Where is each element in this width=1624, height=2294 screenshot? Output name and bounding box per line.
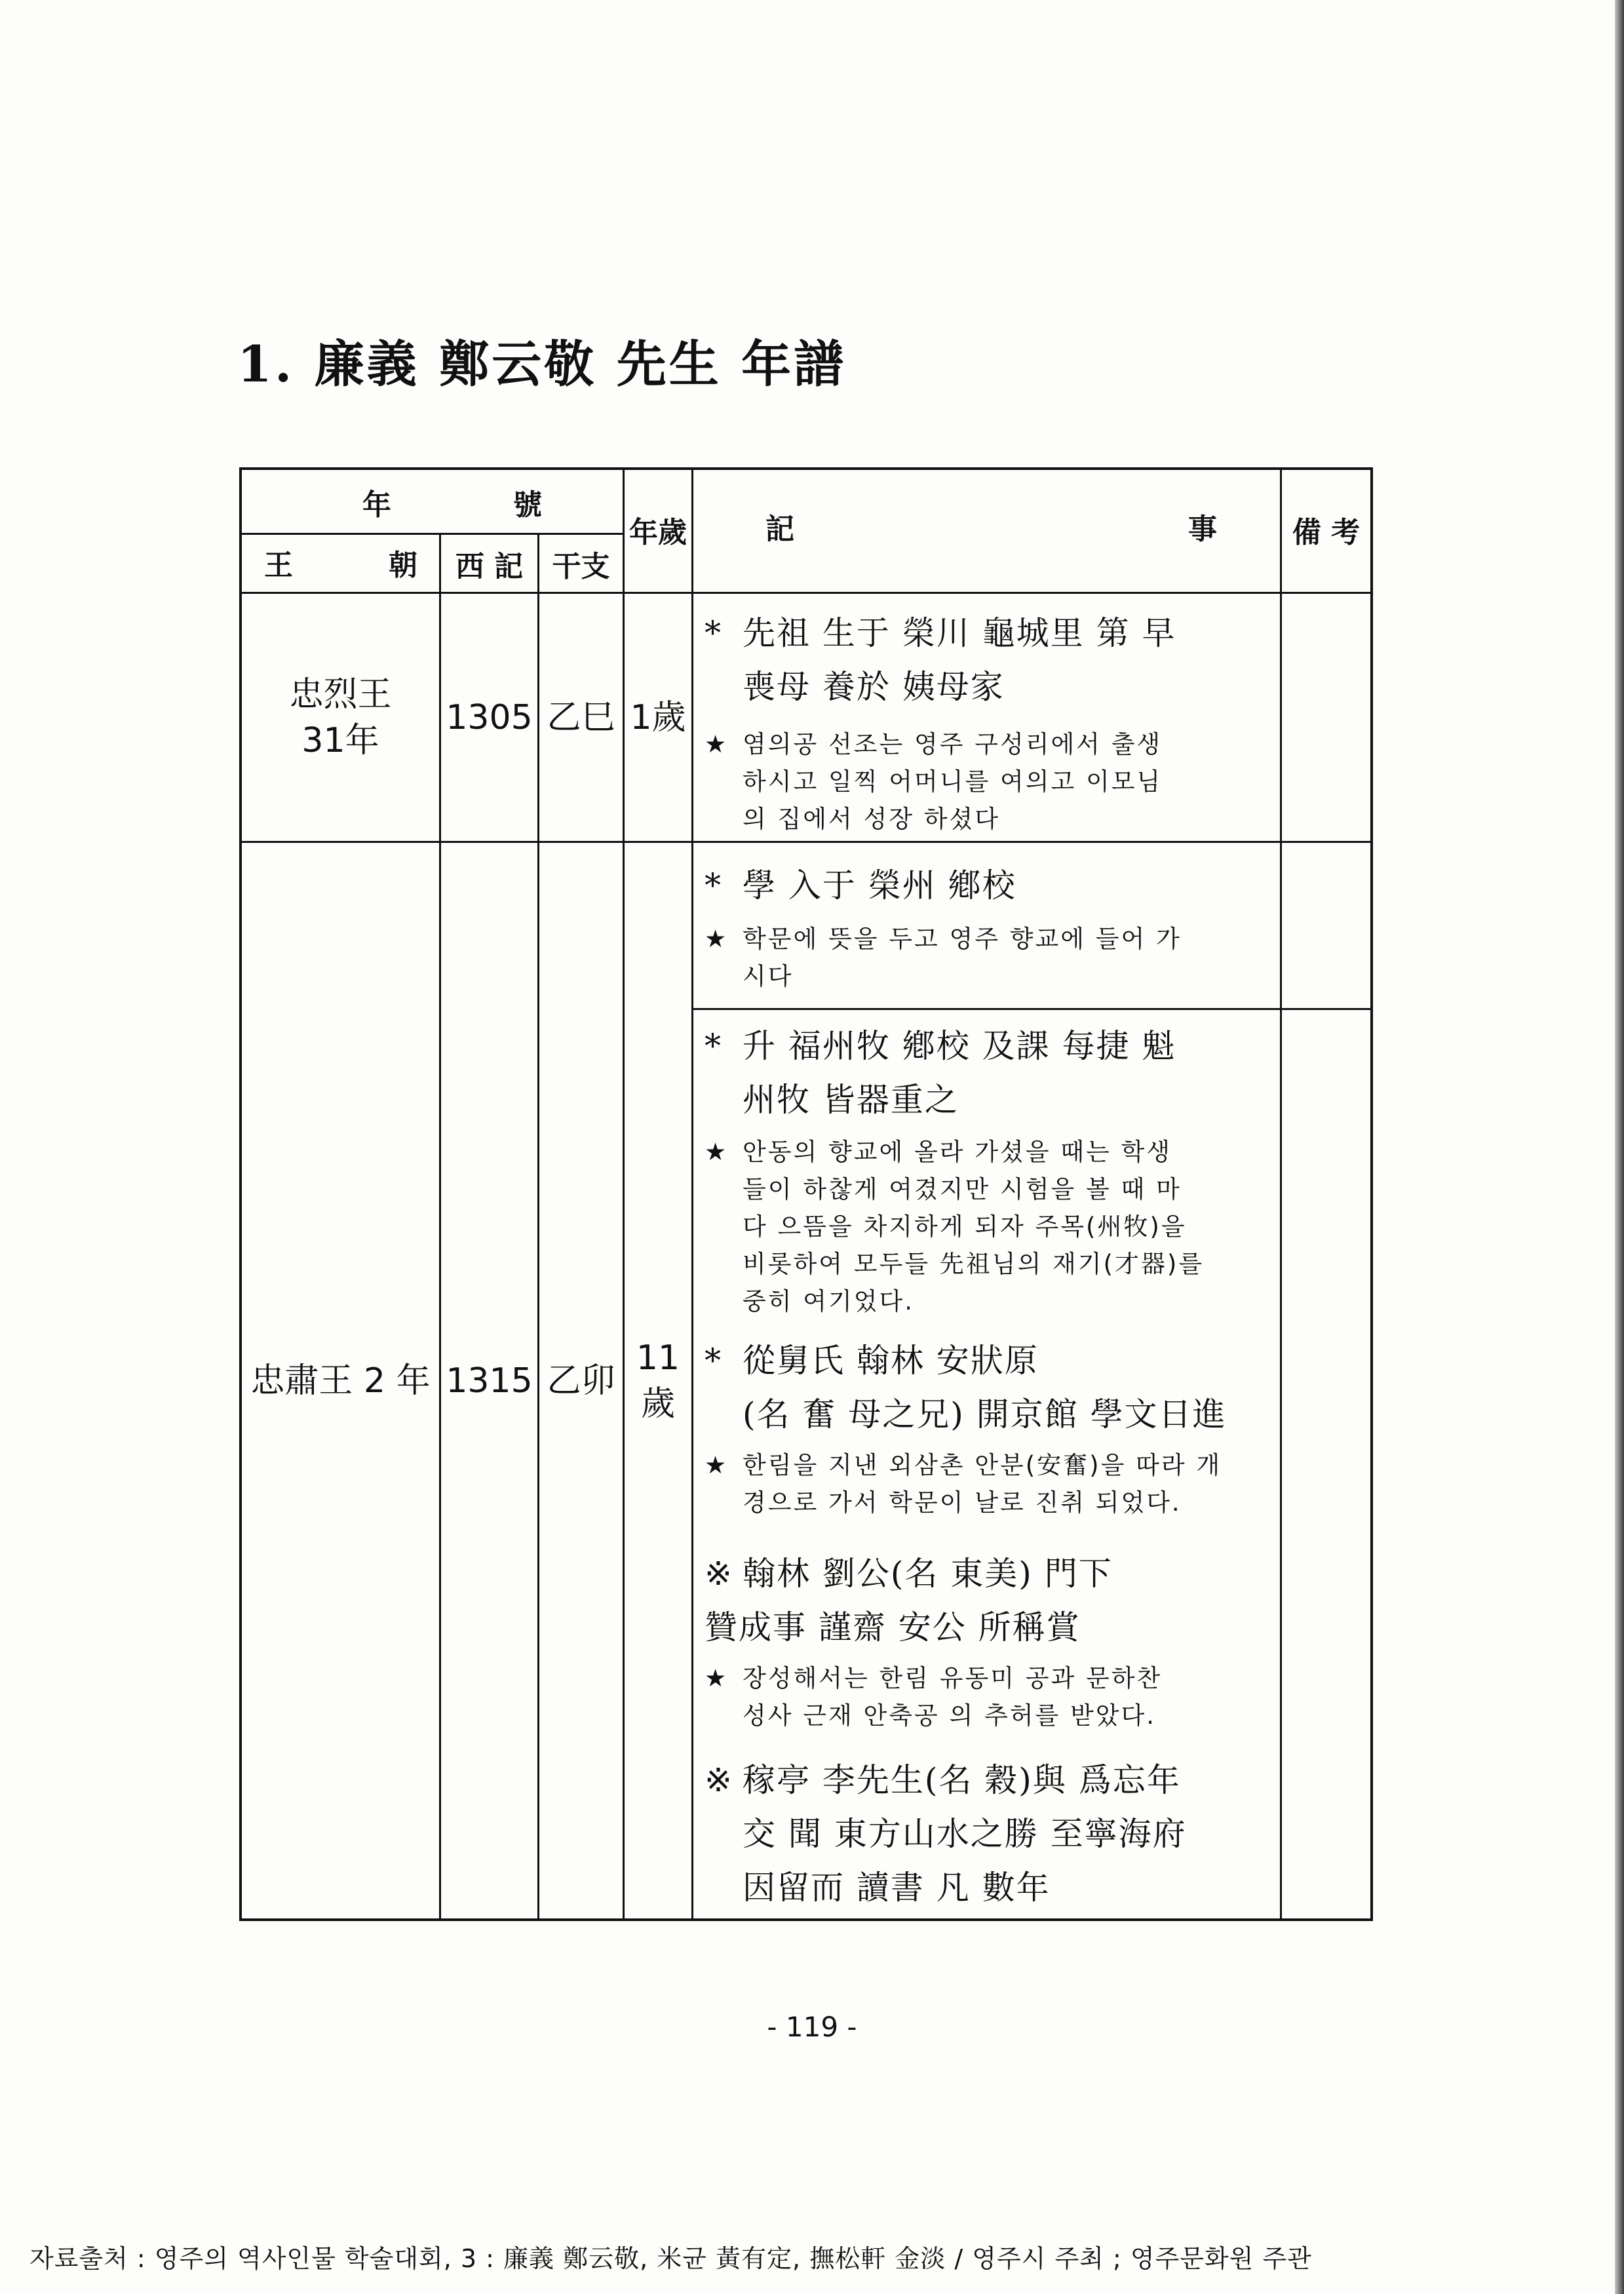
event-5-hanja-1: ※ 翰林 劉公(名 東美) 門下 [705,1555,1113,1593]
event-5-hanja-2: 贊成事 謹齋 安公 所稱賞 [705,1608,1081,1646]
source-citation: 자료출처 : 영주의 역사인물 학술대회, 3 : 廉義 鄭云敬, 米균 黃有定, 撫松軒 金淡 / 영주시 주최 ; 영주문화원 주관 [29,2244,1312,2273]
row2-year: 1315 [446,1361,533,1401]
event-5 [705,1547,1268,1734]
header-wangjo-2: 朝 [389,549,417,582]
event-6-hanja-2: 交 聞 東方山水之勝 至寧海府 [743,1815,1187,1853]
row1-ganji: 乙巳 [547,697,615,737]
event-6-hanja-3: 因留而 讀書 凡 數年 [743,1869,1051,1907]
header-nianse: 年歲 [629,516,687,549]
header-ganji: 干支 [552,549,610,583]
event-2 [705,859,1268,995]
col-line-bigo [1280,467,1282,1921]
event-3-korean-1: ★ 안동의 향교에 올라 가셨을 때는 학생 [705,1138,1172,1166]
row2-age: 11歲 [636,1338,680,1424]
event-3-hanja-1: * 升 福州牧 鄕校 及課 每捷 魁 [705,1027,1176,1065]
header-bigo: 備 考 [1292,516,1361,549]
event-4-hanja-2: (名 奮 母之兄) 開京館 學文日進 [743,1395,1227,1433]
event-3-korean-2: 들이 하찮게 여겼지만 시험을 볼 때 마 [743,1175,1182,1203]
row1-year: 1305 [446,697,533,737]
row2-ganji: 乙卯 [547,1361,615,1401]
row1-era-line2: 31年 [301,720,379,760]
header-nianhao-1: 年 [362,488,391,522]
header-gisa-2: 事 [1188,513,1217,546]
table-border-top [239,467,1373,470]
header-seogi: 西 記 [455,549,524,583]
event-3 [705,1019,1268,1320]
row1-era [242,594,439,841]
event-1-korean-3: 의 집에서 성장 하셨다 [743,805,1000,833]
page-number: - 119 - [767,2011,857,2043]
event-3-hanja-2: 州牧 皆器重之 [743,1081,959,1119]
event-6 [705,1753,1268,1915]
event-1 [705,606,1268,838]
row2-era: 忠肅王 2 年 [250,1361,431,1401]
event-5-korean-1: ★ 장성해서는 한림 유동미 공과 문하찬 [705,1664,1163,1692]
table-border-right [1370,467,1373,1921]
table-border-bottom [239,1918,1373,1921]
event-5-korean-2: 성사 근재 안축공 의 추허를 받았다. [743,1701,1156,1730]
event-1-korean-2: 하시고 일찍 어머니를 여의고 이모님 [743,768,1163,796]
event-3-korean-3: 다 으뜸을 차지하게 되자 주목(州牧)을 [743,1213,1187,1241]
event-2-korean-2: 시다 [743,962,794,990]
event-4-korean-2: 경으로 가서 학문이 날로 진취 되었다. [743,1488,1182,1517]
event-3-korean-5: 중히 여기었다. [743,1287,914,1315]
event-1-hanja-2: 喪母 養於 姨母家 [743,668,1005,706]
event-4 [705,1334,1268,1521]
col-line-nianse [691,467,693,1921]
event-divider-1 [691,1008,1373,1010]
page-title: 1. 廉義 鄭云敬 先生 年譜 [237,335,847,393]
row1-era-line1: 忠烈王 [289,674,392,714]
header-gisa-1: 記 [765,513,794,546]
event-2-hanja-1: * 學 入于 榮州 鄕校 [705,866,1016,904]
header-wangjo-1: 王 [264,549,293,582]
event-4-korean-1: ★ 한림을 지낸 외삼촌 안분(安奮)을 따라 개 [705,1451,1222,1479]
event-2-korean-1: ★ 학문에 뜻을 두고 영주 향교에 들어 가 [705,925,1182,953]
event-4-hanja-1: * 從舅氏 翰林 安狀原 [705,1342,1039,1380]
header-nianhao-2: 號 [513,488,542,522]
row1-age: 1歲 [630,697,686,737]
scan-edge [1615,0,1624,2294]
event-3-korean-4: 비롯하여 모두들 先祖님의 재기(才器)를 [743,1250,1205,1278]
event-6-hanja-1: ※ 稼亭 李先生(名 穀)與 爲忘年 [705,1761,1181,1799]
event-1-korean-1: ★ 염의공 선조는 영주 구성리에서 출생 [705,730,1163,758]
event-1-hanja-1: * 先祖 生于 榮川 龜城里 第 早 [705,614,1176,652]
